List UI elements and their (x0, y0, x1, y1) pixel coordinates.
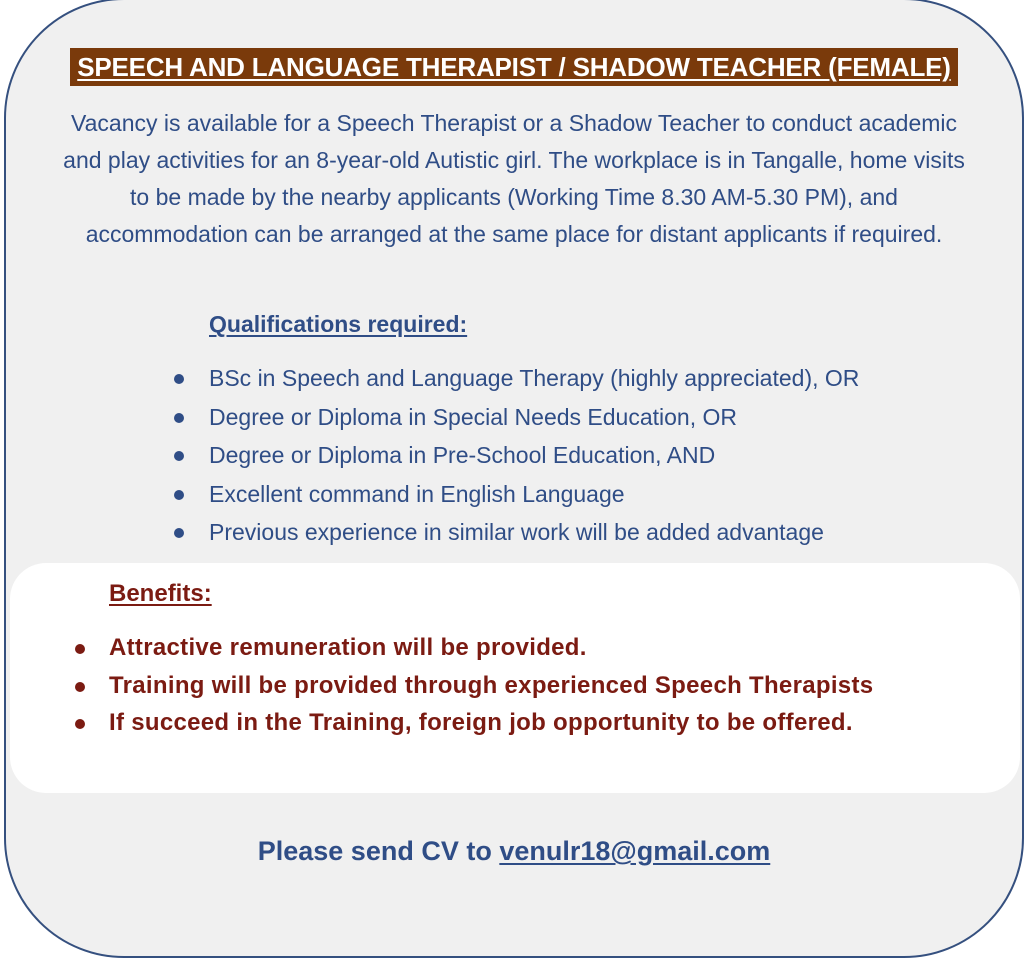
contact-line (0, 832, 1028, 870)
qualification-text: Previous experience in similar work will be added advantage (209, 519, 824, 545)
qualification-item (168, 513, 948, 552)
vacancy-description: Vacancy is available for a Speech Therapist or a Shadow Teacher to conduct academic and play activities for an 8-year-old Autistic girl. The workplace is in Tangalle, home visits to be made by the nearby applicants (Working Time 8.30 AM-5.30 PM), and accommodation can be arranged at the same place for distant applicants if required. (63, 110, 965, 247)
benefit-item (70, 629, 1010, 667)
email-link[interactable]: venulr18@gmail.com (499, 836, 771, 866)
page-title: SPEECH AND LANGUAGE THERAPIST / SHADOW TEACHER (FEMALE) (70, 48, 958, 86)
benefit-item (70, 667, 1010, 705)
qualifications-heading: Qualifications required: (209, 311, 468, 337)
qualification-item (168, 359, 948, 398)
contact-prefix: Please send CV to (257, 836, 500, 866)
bullet-icon (174, 451, 184, 461)
bullet-icon (174, 490, 184, 500)
benefit-text: Training will be provided through experienced Speech Therapists (109, 671, 874, 699)
bullet-icon (75, 682, 85, 692)
benefit-item (70, 704, 1010, 742)
benefits-heading: Benefits: (109, 580, 212, 607)
benefit-text: Attractive remuneration will be provided. (109, 634, 587, 661)
bullet-icon (174, 528, 184, 538)
qualification-text: Excellent command in English Language (209, 480, 625, 507)
title-wrap (0, 48, 1028, 86)
qualification-text: Degree or Diploma in Special Needs Education, OR (209, 403, 737, 430)
qualification-text: Degree or Diploma in Pre-School Education, AND (209, 442, 716, 468)
bullet-icon (75, 719, 85, 729)
qualification-item (168, 398, 948, 437)
benefit-text: If succeed in the Training, foreign job opportunity to be offered. (109, 709, 853, 736)
qualification-text: BSc in Speech and Language Therapy (highly appreciated), OR (209, 365, 860, 391)
bullet-icon (174, 374, 184, 384)
qualifications-list (168, 359, 948, 552)
qualification-item (168, 436, 948, 475)
bullet-icon (174, 413, 184, 423)
benefits-list (70, 629, 1010, 742)
qualification-item (168, 475, 948, 514)
bullet-icon (75, 644, 85, 654)
